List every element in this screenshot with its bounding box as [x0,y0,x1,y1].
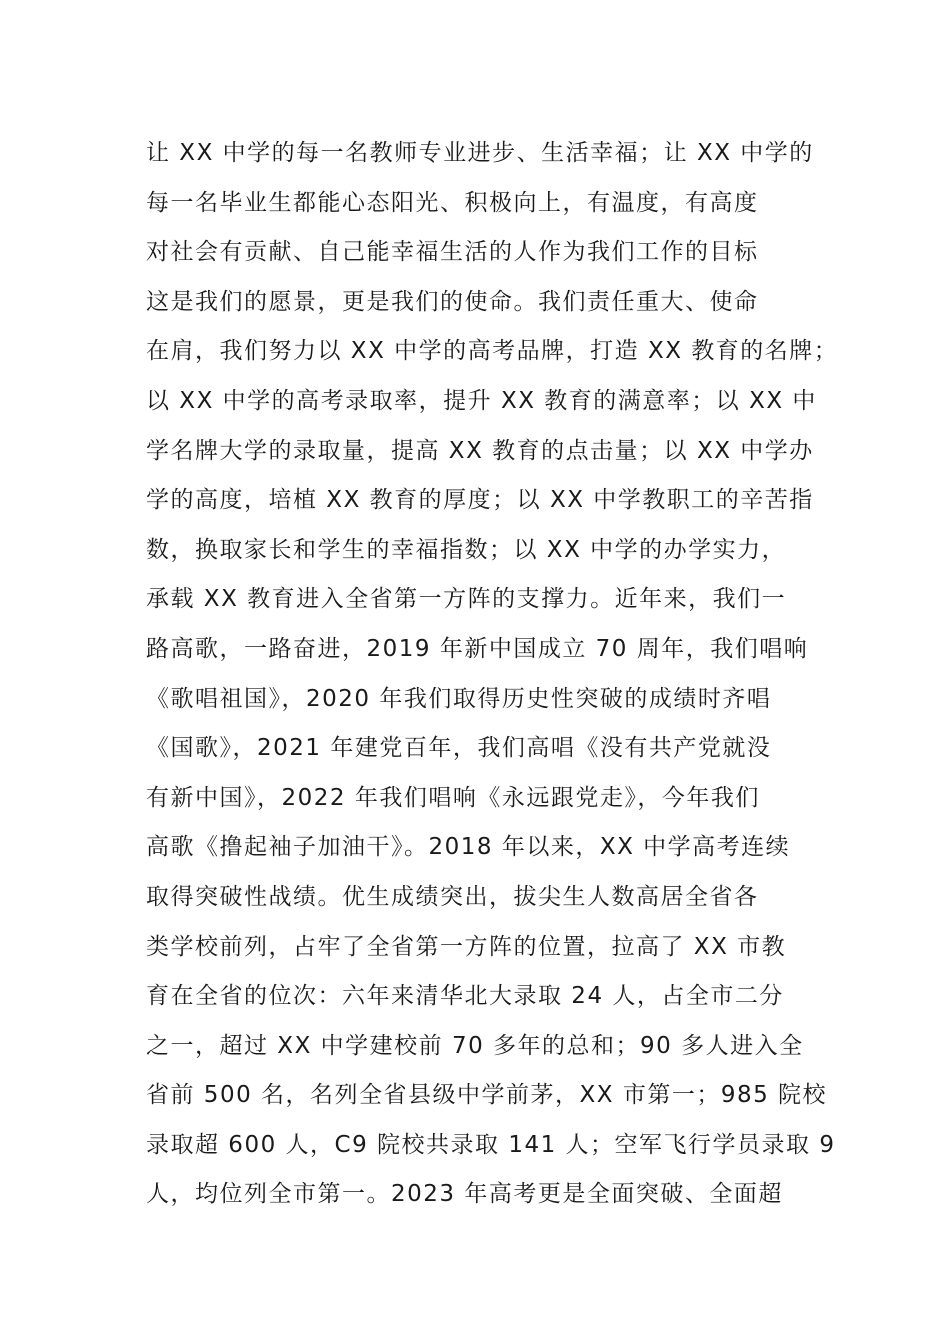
text-line: 人，均位列全市第一。2023 年高考更是全面突破、全面超 [146,1181,783,1208]
text-line: 这是我们的愿景，更是我们的使命。我们责任重大、使命 [146,288,759,315]
text-line: 育在全省的位次：六年来清华北大录取 24 人，占全市二分 [146,983,784,1010]
text-line: 在肩，我们努力以 XX 中学的高考品牌，打造 XX 教育的名牌； [146,338,839,365]
text-line: 省前 500 名，名列全省县级中学前茅，XX 市第一；985 院校 [146,1082,828,1109]
text-line: 之一，超过 XX 中学建校前 70 多年的总和；90 多人进入全 [146,1032,804,1059]
text-line: 取得突破性战绩。优生成绩突出，拔尖生人数高居全省各 [146,883,759,910]
text-line: 有新中国》，2022 年我们唱响《永远跟党走》，今年我们 [146,784,760,811]
text-line: 高歌《撸起袖子加油干》。2018 年以来，XX 中学高考连续 [146,834,791,861]
text-line: 学名牌大学的录取量，提高 XX 教育的点击量；以 XX 中学办 [146,437,814,464]
text-line: 承载 XX 教育进入全省第一方阵的支撑力。近年来，我们一 [146,586,787,613]
text-line: 路高歌，一路奋进，2019 年新中国成立 70 周年，我们唱响 [146,635,809,662]
text-line: 每一名毕业生都能心态阳光、积极向上，有温度，有高度 [146,189,759,216]
text-line: 让 XX 中学的每一名教师专业进步、生活幸福；让 XX 中学的 [146,140,814,166]
text-line: 《国歌》，2021 年建党百年，我们高唱《没有共产党就没 [146,735,772,762]
text-line: 录取超 600 人，C9 院校共录取 141 人；空军飞行学员录取 9 [146,1131,836,1158]
text-line: 数，换取家长和学生的幸福指数；以 XX 中学的办学实力， [146,536,787,563]
text-line: 《歌唱祖国》，2020 年我们取得历史性突破的成绩时齐唱 [146,685,772,712]
text-line: 对社会有贡献、自己能幸福生活的人作为我们工作的目标 [146,239,759,266]
text-line: 类学校前列，占牢了全省第一方阵的位置，拉高了 XX 市教 [146,933,787,960]
text-line: 以 XX 中学的高考录取率，提升 XX 教育的满意率；以 XX 中 [146,387,817,414]
text-line: 学的高度，培植 XX 教育的厚度；以 XX 中学教职工的辛苦指 [146,487,814,514]
body-paragraph [146,129,846,1220]
